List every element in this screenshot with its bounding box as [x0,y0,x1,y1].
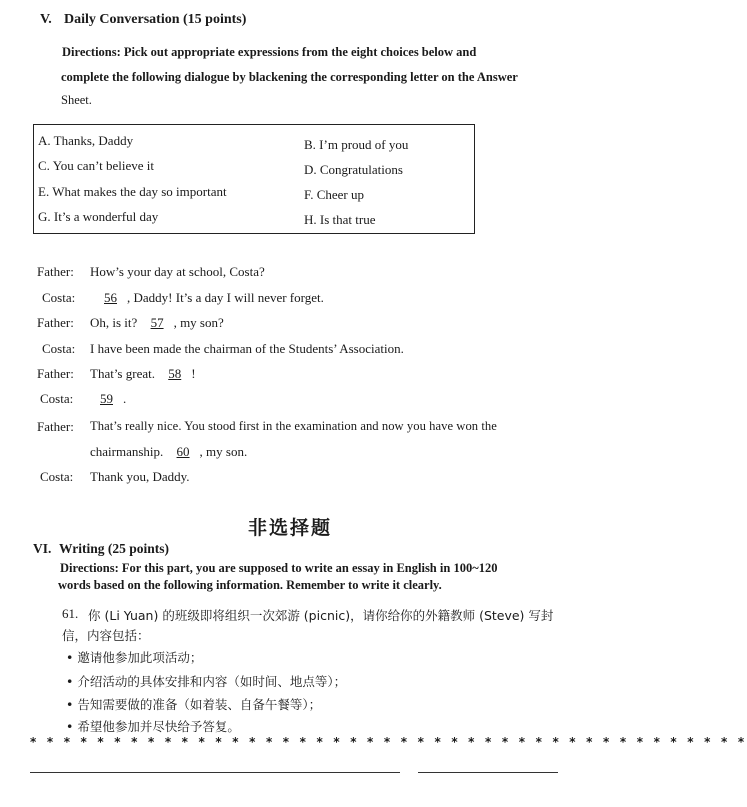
section-6-number: VI. [33,541,52,556]
list-item: • 希望他参加并尽快给予答复。 [66,719,240,734]
answer-blank-60[interactable]: 60 [176,444,190,459]
bullet-icon: • [66,719,74,734]
answer-blank-56[interactable]: 56 [104,290,117,305]
dialogue-speaker: Costa: [42,341,76,356]
dialogue-line: Thank you, Daddy. [90,469,190,484]
section-6-title [33,541,169,557]
list-item: • 告知需要做的准备（如着装、自备午餐等）； [66,697,322,712]
dialogue-line: 56 , Daddy! It’s a day I will never forget. [94,290,324,306]
dialogue-speaker: Father: [37,366,74,381]
choice-c: C. You can’t believe it [38,158,155,173]
choices-box [33,124,475,234]
non-choice-heading: 非选择题 [247,517,332,539]
dialogue-speaker: Father: [37,419,74,434]
choice-d: D. Congratulations [304,162,403,177]
section-5-directions-line-3: Sheet. [61,93,92,107]
question-line-1: 你 (Li Yuan) 的班级即将组织一次郊游 (picnic)，请你给你的外籍教师 (Steve) 写封 [88,608,554,623]
bottom-rule-right [418,772,558,773]
bottom-rule-left [30,772,400,773]
bullet-icon: • [66,650,74,665]
choice-g: G. It’s a wonderful day [38,209,159,224]
list-item: • 邀请他参加此项活动； [66,650,203,665]
section-5-title [40,12,246,28]
dialogue-line: How’s your day at school, Costa? [90,264,265,279]
choice-e: E. What makes the day so important [38,184,227,199]
dialogue-speaker: Costa: [40,391,74,406]
section-6-directions-line-2: words based on the following information. Remember to write it clearly. [58,578,442,592]
section-5-number: V. [40,12,52,27]
dialogue-line: Oh, is it? 57 , my son? [90,315,224,330]
section-5-directions-line-1: Directions: Pick out appropriate expressions from the eight choices below and [62,45,477,59]
section-6-title-text: Writing (25 points) [59,541,170,556]
dialogue-line: That’s great. 58 ! [90,366,196,381]
dialogue-speaker: Costa: [42,290,76,305]
answer-blank-57[interactable]: 57 [150,315,164,330]
section-6-directions-line-1: Directions: For this part, you are supposed to write an essay in English in 100~120 [60,561,498,575]
section-5-directions-line-2: complete the following dialogue by blackening the corresponding letter on the Answer [61,70,518,84]
question-number: 61. [62,606,79,621]
question-line-2: 信，内容包括： [62,628,150,643]
answer-blank-58[interactable]: 58 [168,366,182,381]
bullet-icon: • [66,674,74,689]
dialogue-speaker: Costa: [40,469,74,484]
dialogue-line: chairmanship. 60 , my son. [90,444,248,459]
choice-a: A. Thanks, Daddy [38,133,134,148]
dialogue-line: 59 . [90,391,126,407]
answer-blank-59[interactable]: 59 [100,391,113,406]
star-divider: * * * * * * * * * * * * * * * * * * * * * * * * * * * * * * * * * * * * * * * * * * * [30,735,747,749]
choice-b: B. I’m proud of you [304,137,409,152]
list-item: • 介绍活动的具体安排和内容（如时间、地点等）； [66,674,347,689]
choice-f: F. Cheer up [304,187,364,202]
section-5-title-text: Daily Conversation (15 points) [64,12,247,27]
choice-h: H. Is that true [304,212,376,227]
dialogue-line: I have been made the chairman of the Students’ Association. [90,341,404,356]
bullet-icon: • [66,697,74,712]
dialogue-speaker: Father: [37,315,74,330]
dialogue-line: That’s really nice. You stood first in the examination and now you have won the [90,419,497,433]
dialogue-speaker: Father: [37,264,74,279]
